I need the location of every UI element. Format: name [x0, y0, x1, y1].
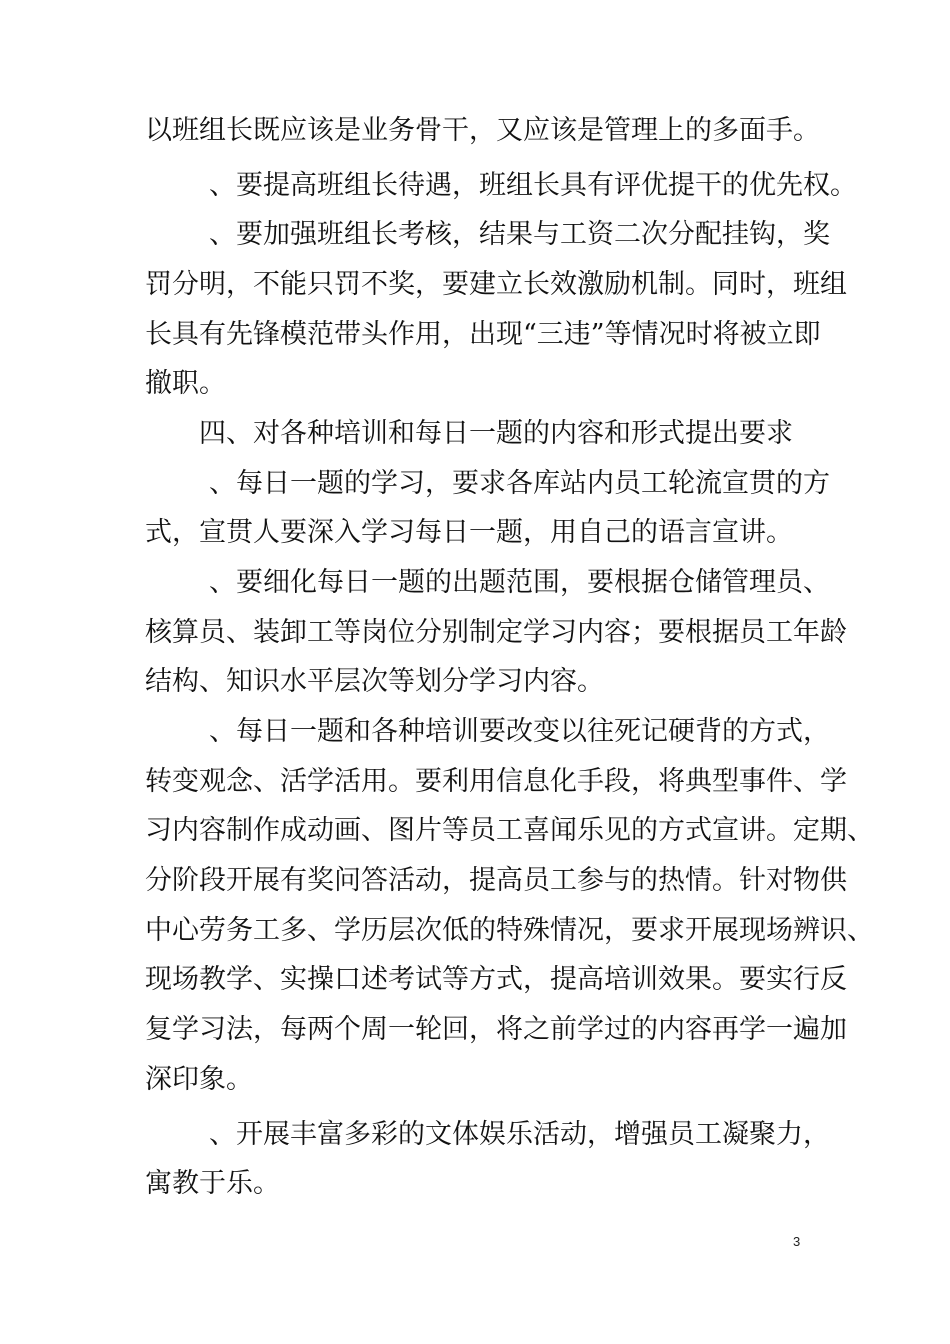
text-line: 、每日一题的学习，要求各库站内员工轮流宣贯的方: [209, 468, 830, 499]
text-line: 、开展丰富多彩的文体娱乐活动，增强员工凝聚力，: [209, 1119, 830, 1150]
text-line: 、要提高班组长待遇，班组长具有评优提干的优先权。: [209, 170, 857, 201]
text-line: 中心劳务工多、学历层次低的特殊情况，要求开展现场辨识、: [145, 915, 874, 946]
section-heading: 四、对各种培训和每日一题的内容和形式提出要求: [199, 418, 793, 449]
text-line: 、要加强班组长考核，结果与工资二次分配挂钩，奖: [209, 219, 830, 250]
page-number: 3: [793, 1234, 801, 1249]
text-line: 复学习法，每两个周一轮回，将之前学过的内容再学一遍加: [145, 1014, 847, 1045]
text-line: 习内容制作成动画、图片等员工喜闻乐见的方式宣讲。定期、: [145, 815, 874, 846]
text-line: 核算员、装卸工等岗位分别制定学习内容；要根据员工年龄: [145, 617, 847, 648]
text-line: 深印象。: [145, 1064, 253, 1095]
text-line: 式，宣贯人要深入学习每日一题，用自己的语言宣讲。: [145, 517, 793, 548]
text-line: 转变观念、活学活用。要利用信息化手段，将典型事件、学: [145, 766, 847, 797]
text-line: 撤职。: [145, 368, 226, 399]
text-line: 长具有先锋模范带头作用，出现“三违”等情况时将被立即: [145, 319, 821, 350]
text-line: 寓教于乐。: [145, 1168, 280, 1199]
text-line: 、每日一题和各种培训要改变以往死记硬背的方式，: [209, 716, 830, 747]
text-line: 、要细化每日一题的出题范围，要根据仓储管理员、: [209, 567, 830, 598]
text-line: 分阶段开展有奖问答活动，提高员工参与的热情。针对物供: [145, 865, 847, 896]
text-line: 现场教学、实操口述考试等方式，提高培训效果。要实行反: [145, 964, 847, 995]
text-line: 以班组长既应该是业务骨干，又应该是管理上的多面手。: [145, 115, 820, 146]
text-line: 结构、知识水平层次等划分学习内容。: [145, 666, 604, 697]
text-line: 罚分明，不能只罚不奖，要建立长效激励机制。同时，班组: [145, 269, 847, 300]
